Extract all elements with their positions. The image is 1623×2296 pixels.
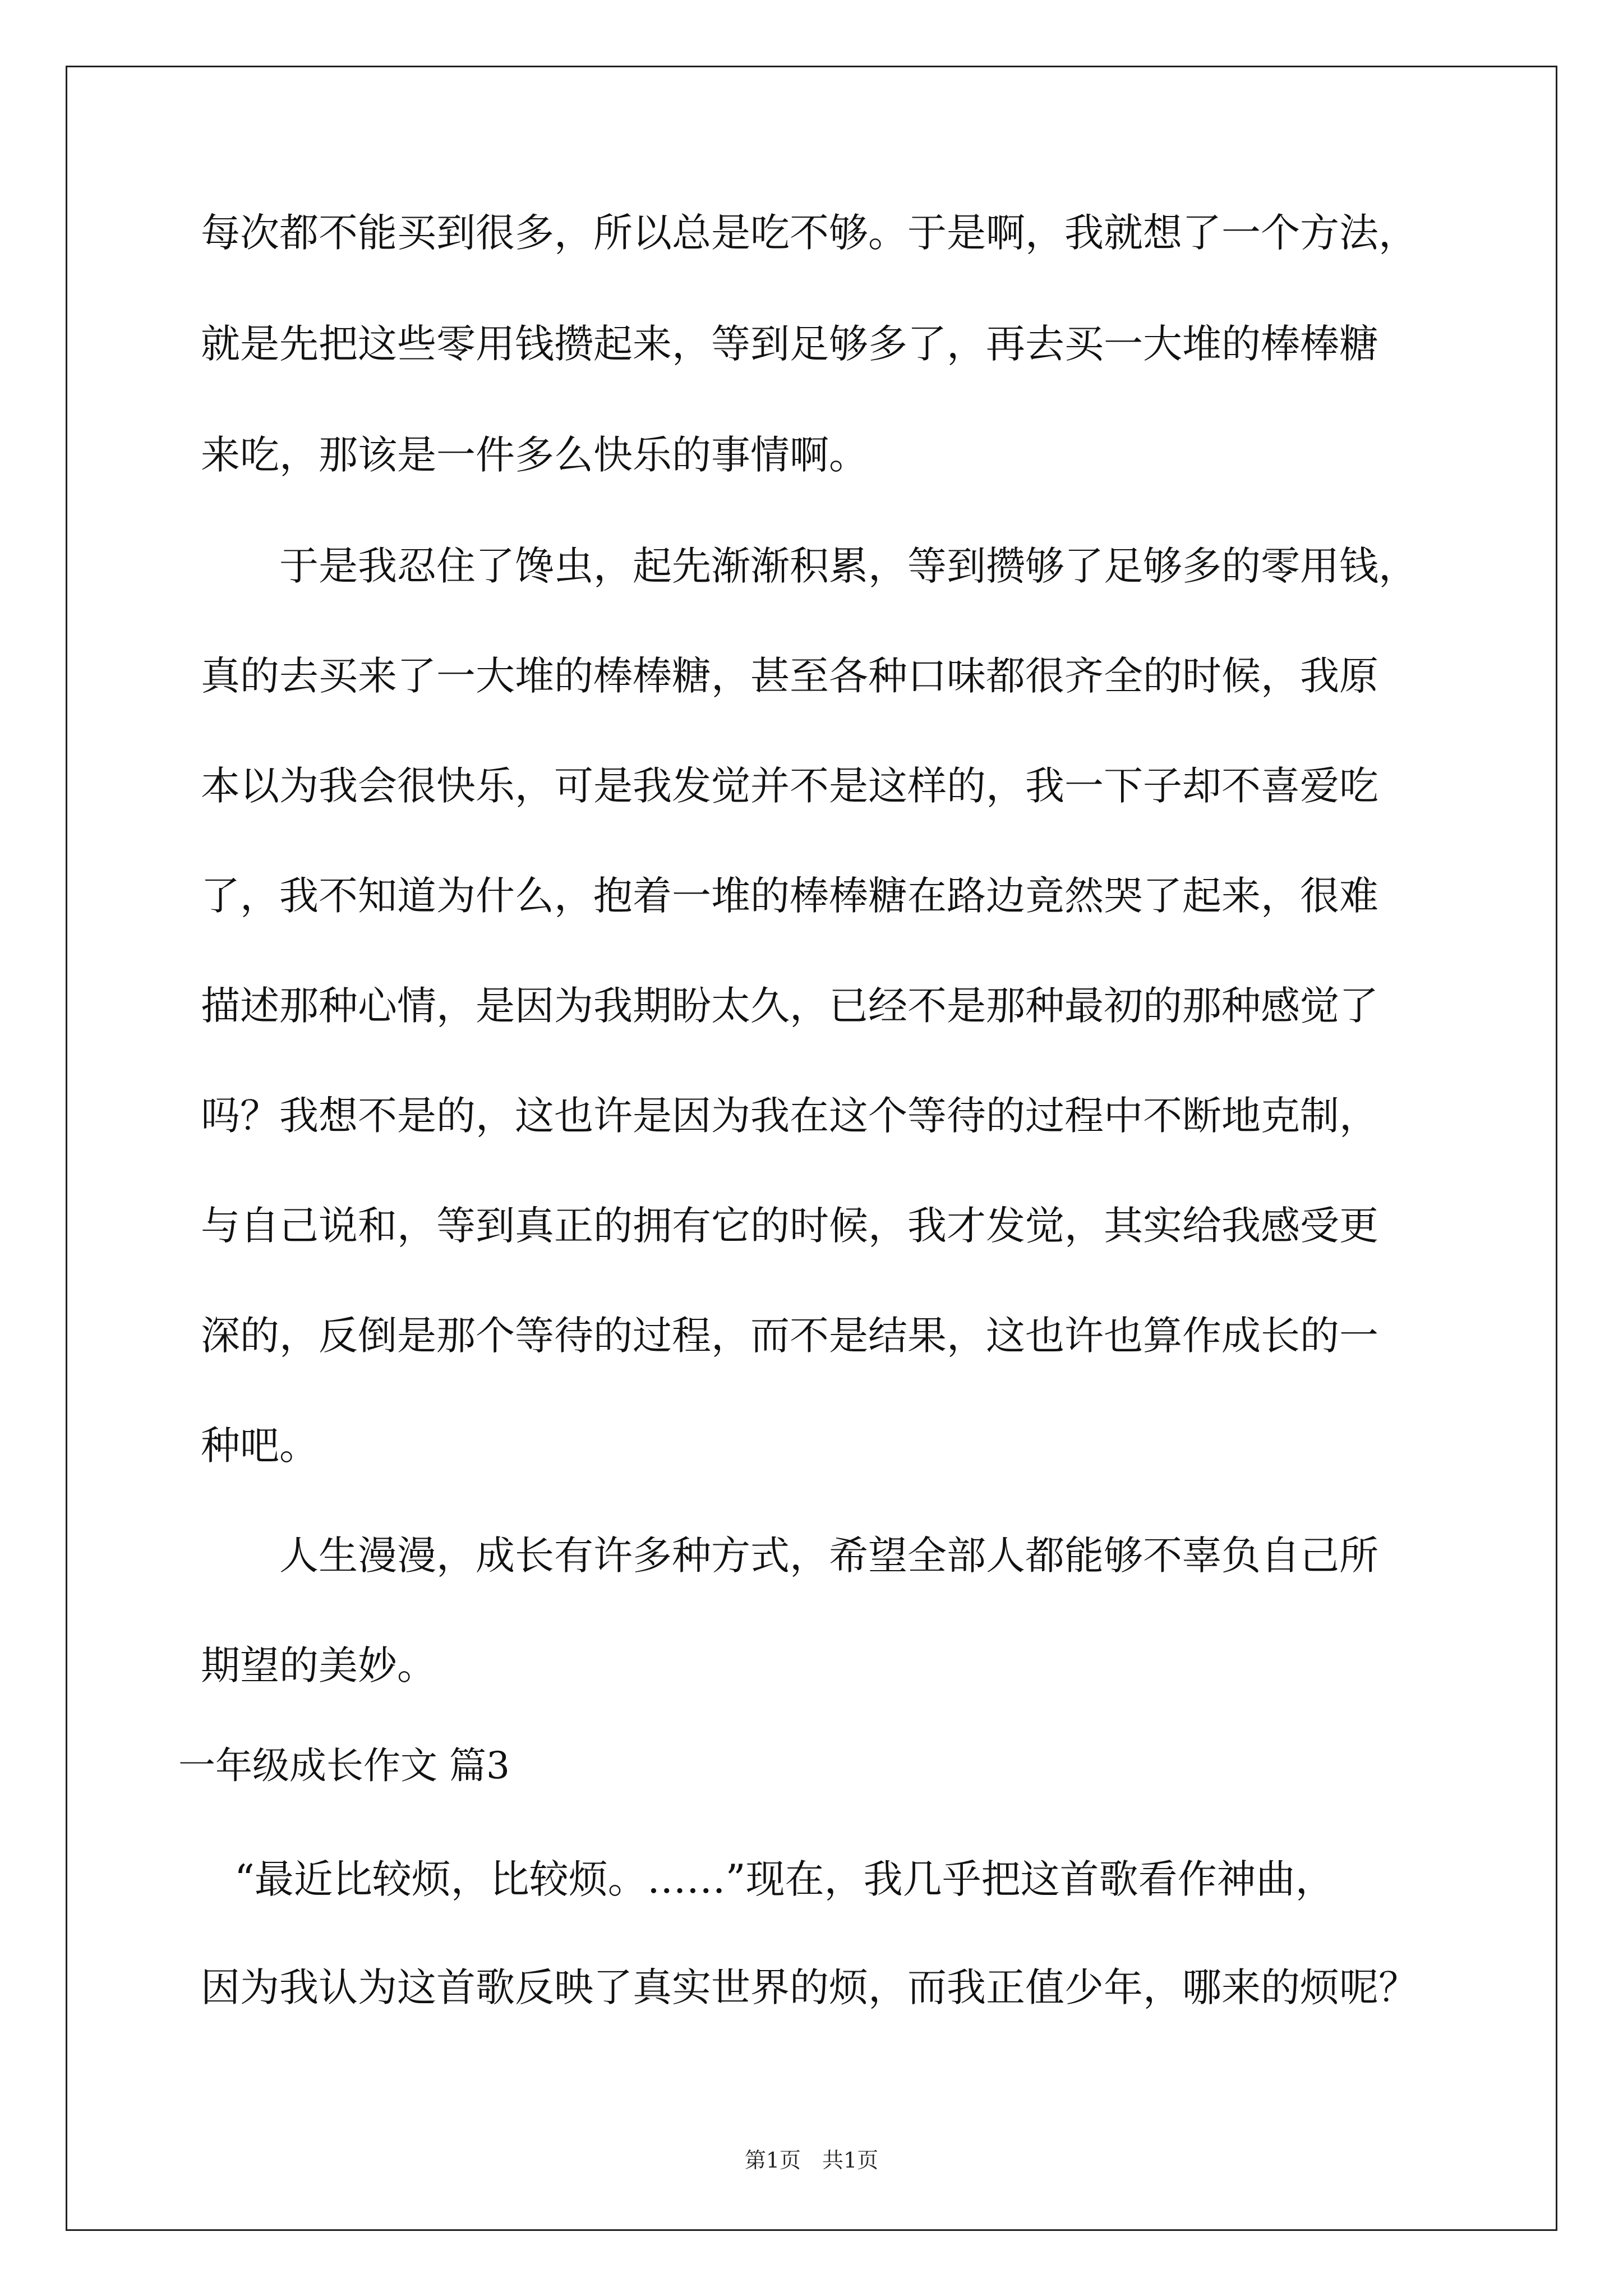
- body-text-line: 吗？我想不是的，这也许是因为我在这个等待的过程中不断地克制，: [201, 1093, 1378, 1139]
- body-text-line: 来吃，那该是一件多么快乐的事情啊。: [201, 432, 868, 478]
- body-text-line: 本以为我会很快乐，可是我发觉并不是这样的，我一下子却不喜爱吃: [201, 763, 1378, 809]
- page-border: [66, 66, 1557, 2231]
- section-heading: 一年级成长作文 篇3: [178, 1744, 510, 1787]
- body-text-line: 人生漫漫，成长有许多种方式，希望全部人都能够不辜负自己所: [279, 1533, 1378, 1579]
- body-text-line: 与自己说和，等到真正的拥有它的时候，我才发觉，其实给我感受更: [201, 1203, 1378, 1249]
- body-text-line: 就是先把这些零用钱攒起来，等到足够多了，再去买一大堆的棒棒糖: [201, 321, 1378, 367]
- page-number-footer: 第1页 共1页: [744, 2148, 879, 2173]
- body-text-line: 因为我认为这首歌反映了真实世界的烦，而我正值少年，哪来的烦呢？: [201, 1964, 1418, 2010]
- body-text-line: 真的去买来了一大堆的棒棒糖，甚至各种口味都很齐全的时候，我原: [201, 653, 1378, 699]
- body-text-line: 了，我不知道为什么，抱着一堆的棒棒糖在路边竟然哭了起来，很难: [201, 873, 1378, 919]
- body-text-line: 种吧。: [201, 1423, 319, 1469]
- body-text-line: 于是我忍住了馋虫，起先渐渐积累，等到攒够了足够多的零用钱，: [279, 543, 1418, 589]
- body-text-line: 描述那种心情，是因为我期盼太久，已经不是那种最初的那种感觉了: [201, 983, 1378, 1029]
- body-text-line: 期望的美妙。: [201, 1642, 436, 1688]
- body-text-line: “最近比较烦，比较烦。……”现在，我几乎把这首歌看作神曲，: [234, 1856, 1335, 1902]
- body-text-line: 每次都不能买到很多，所以总是吃不够。于是啊，我就想了一个方法，: [201, 210, 1418, 256]
- body-text-line: 深的，反倒是那个等待的过程，而不是结果，这也许也算作成长的一: [201, 1313, 1378, 1359]
